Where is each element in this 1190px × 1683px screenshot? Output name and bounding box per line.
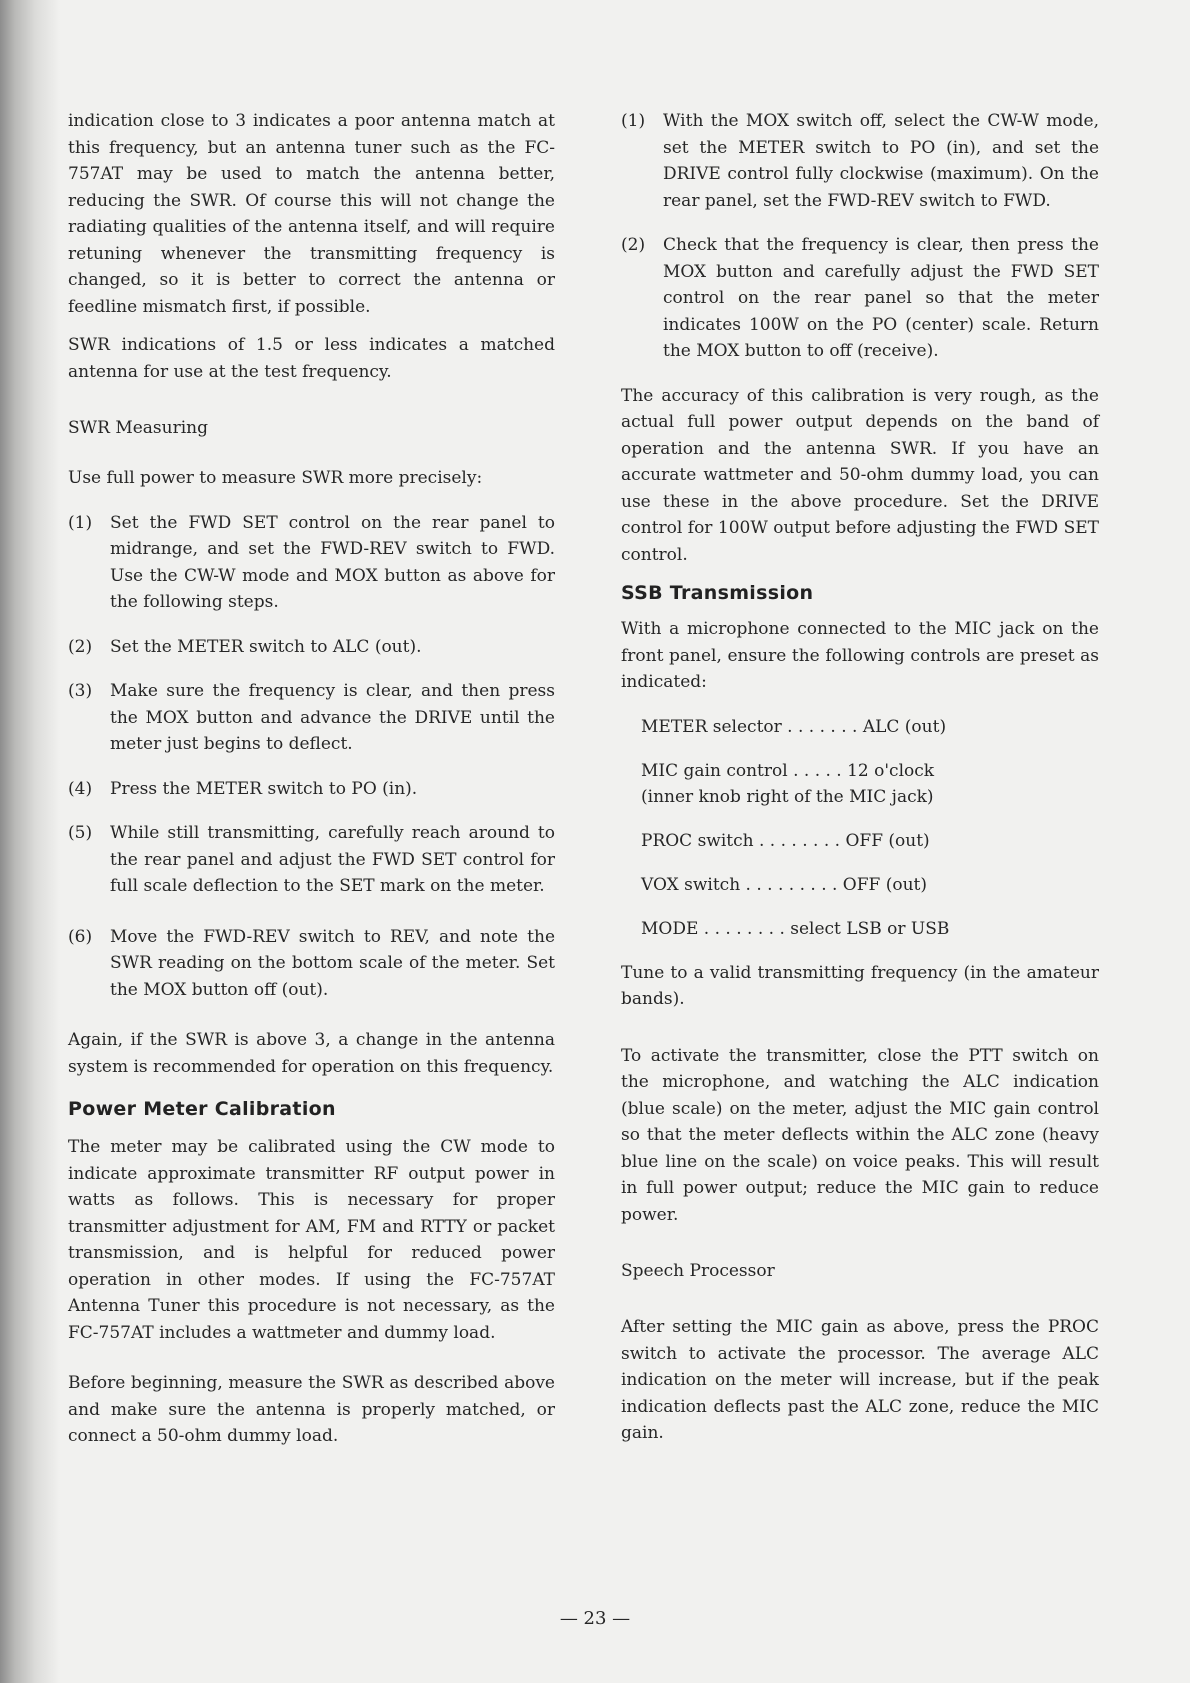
paragraph-meter-calibrated: The meter may be calibrated using the CW mode to indicate approximate transmitter RF output power in watts as follows. This is necessary for proper transmitter adjustment for AM, FM and RTTY or packet transmission, and is helpful for reduced power operation in other modes. If using the FC-757AT Antenna Tuner this procedure is not necessary, as the FC-757AT includes a wattmeter and dummy load. [68, 1137, 555, 1343]
list-item [621, 232, 1099, 365]
section-heading-power-meter: Power Meter Calibration [68, 1098, 336, 1120]
preset-mode: MODE . . . . . . . . select LSB or USB [641, 918, 950, 939]
step-text: Check that the frequency is clear, then press the MOX button and carefully adjust the FWD SET control on the rear panel so that the meter indicates 100W on the PO (center) scale. Return the MOX button to off (receive). [663, 235, 1099, 361]
list-item [68, 924, 555, 1004]
paragraph-after-setting: After setting the MIC gain as above, press the PROC switch to activate the processor. The average ALC indication on the meter will increase, but if the peak indication deflects past the ALC zone, reduce the MIC gain. [621, 1317, 1099, 1443]
step-number: (6) [68, 926, 93, 947]
list-item [68, 510, 555, 616]
step-text: Move the FWD-REV switch to REV, and note the SWR reading on the bottom scale of the meter. Set the MOX button off (out). [110, 926, 555, 1000]
list-item [621, 108, 1099, 214]
paragraph-swr-intro: indication close to 3 indicates a poor antenna match at this frequency, but an antenna tuner such as the FC-757AT may be used to match the antenna better, reducing the SWR. Of course this will not change the radiating qualities of the antenna itself, and will require retuning whenever the transmitting frequency is changed, so it is better to correct the antenna or feedline mismatch first, if possible. [68, 111, 555, 317]
paragraph-again: Again, if the SWR is above 3, a change in the antenna system is recommended for operation on this frequency. [68, 1030, 555, 1077]
list-item [68, 634, 555, 661]
step-text: Set the FWD SET control on the rear panel to midrange, and set the FWD-REV switch to FWD. Use the CW-W mode and MOX button as above for the following steps. [110, 512, 555, 612]
preset-mic-gain: MIC gain control . . . . . 12 o'clock [641, 760, 935, 781]
preset-vox: VOX switch . . . . . . . . . OFF (out) [641, 874, 928, 895]
step-number: (4) [68, 778, 93, 799]
right-column [621, 108, 1099, 1447]
step-text: With the MOX switch off, select the CW-W mode, set the METER switch to PO (in), and set the DRIVE control fully clockwise (maximum). On the rear panel, set the FWD-REV switch to FWD. [663, 111, 1099, 211]
paragraph-activate: To activate the transmitter, close the PTT switch on the microphone, and watching the ALC indication (blue scale) on the meter, adjust the MIC gain control so that the meter deflects within the ALC zone (heavy blue line on the scale) on voice peaks. This will result in full power output; reduce the MIC gain to reduce power. [621, 1045, 1099, 1225]
paragraph-before-beginning: Before beginning, measure the SWR as described above and make sure the antenna is properly matched, or connect a 50-ohm dummy load. [68, 1373, 555, 1446]
paragraph-swr-match: SWR indications of 1.5 or less indicates a matched antenna for use at the test frequency. [68, 335, 555, 382]
list-item [68, 776, 555, 803]
paragraph-use-full-power: Use full power to measure SWR more precisely: [68, 468, 483, 488]
step-number: (1) [621, 111, 646, 131]
binding-shadow [0, 0, 60, 1683]
step-text: Set the METER switch to ALC (out). [110, 636, 422, 657]
subheading-swr-measuring: SWR Measuring [68, 418, 208, 438]
step-number: (2) [621, 235, 646, 255]
paragraph-tune: Tune to a valid transmitting frequency (in the amateur bands). [621, 962, 1099, 1009]
subheading-speech-processor: Speech Processor [621, 1261, 775, 1281]
list-item [68, 678, 555, 758]
step-text: Press the METER switch to PO (in). [110, 778, 418, 799]
left-column [68, 108, 555, 1450]
step-text: While still transmitting, carefully reach around to the rear panel and adjust the FWD SET control for full scale deflection to the SET mark on the meter. [110, 823, 555, 896]
step-number: (3) [68, 681, 93, 701]
preset-meter: METER selector . . . . . . . ALC (out) [641, 716, 947, 737]
step-number: (5) [68, 823, 93, 843]
step-number: (2) [68, 636, 93, 657]
paragraph-with-mic: With a microphone connected to the MIC jack on the front panel, ensure the following controls are preset as indicated: [621, 619, 1099, 692]
step-number: (1) [68, 512, 93, 533]
paragraph-accuracy: The accuracy of this calibration is very rough, as the actual full power output depends on the band of operation and the antenna SWR. If you have an accurate wattmeter and 50-ohm dummy load, you can use these in the above procedure. Set the DRIVE control for 100W output before adjusting the FWD SET control. [621, 385, 1099, 565]
list-item [68, 820, 555, 900]
page-number: — 23 — [559, 1608, 631, 1629]
preset-proc: PROC switch . . . . . . . . OFF (out) [641, 830, 930, 851]
section-heading-ssb: SSB Transmission [621, 582, 814, 604]
preset-mic-gain-note: (inner knob right of the MIC jack) [641, 786, 934, 807]
step-text: Make sure the frequency is clear, and then press the MOX button and advance the DRIVE until the meter just begins to deflect. [110, 681, 555, 754]
